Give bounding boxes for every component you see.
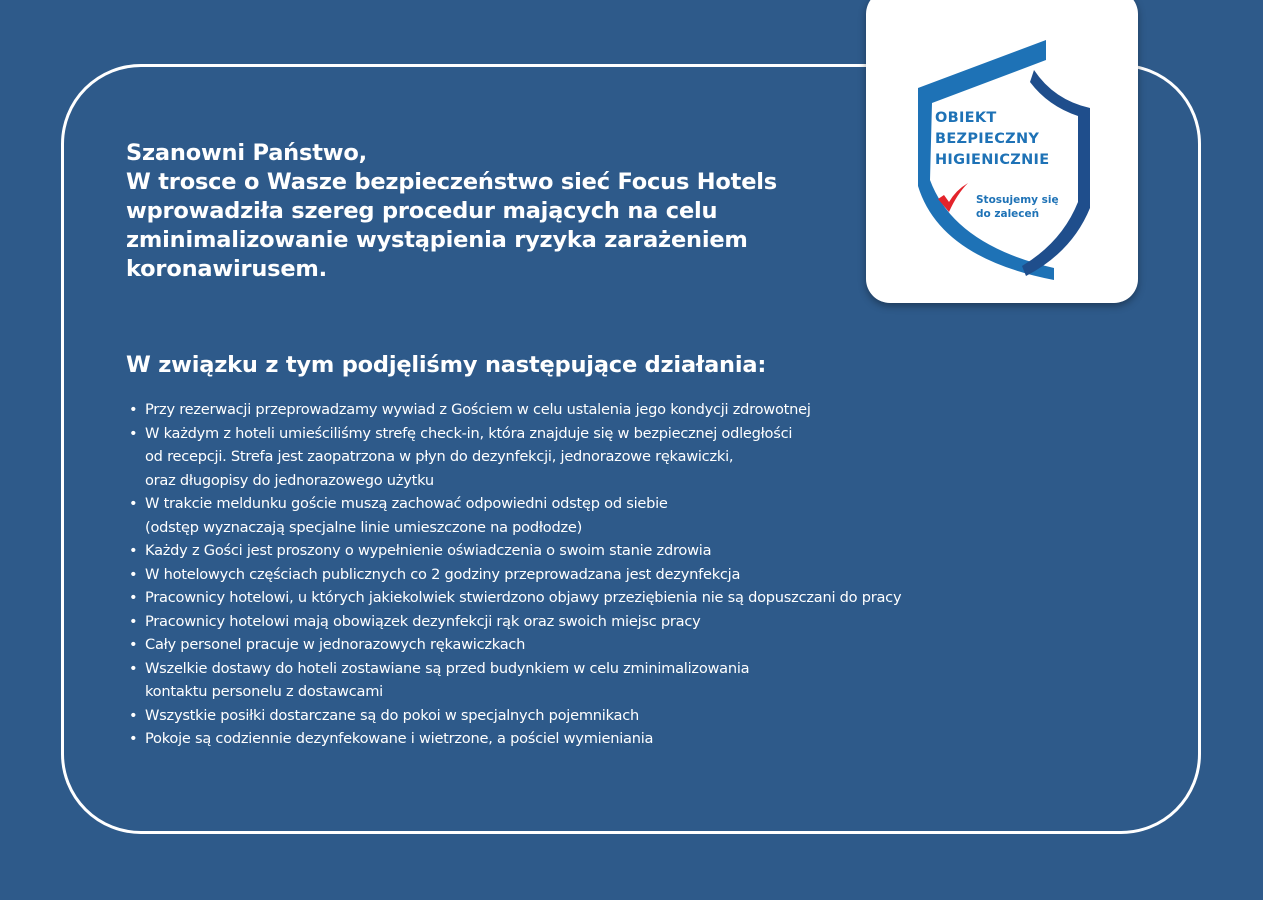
list-item xyxy=(129,704,901,728)
badge-sub-line-1: Stosujemy się xyxy=(976,194,1059,206)
list-item-label: od recepcji. Strefa jest zaopatrzona w płyn do dezynfekcji, jednorazowe rękawiczki, xyxy=(145,448,734,465)
list-item-text xyxy=(129,422,901,446)
list-item-label: Każdy z Gości jest proszony o wypełnienie oświadczenia o swoim stanie zdrowia xyxy=(145,542,712,559)
bullet-icon: • xyxy=(129,612,138,630)
badge-line-2: BEZPIECZNY xyxy=(935,131,1040,147)
list-item-text xyxy=(129,657,901,681)
list-item-continuation xyxy=(129,469,901,493)
checkmark-icon xyxy=(935,180,969,214)
list-item-text xyxy=(129,539,901,563)
list-item-text xyxy=(129,586,901,610)
list-item-label: Pokoje są codziennie dezynfekowane i wietrzone, a pościel wymieniania xyxy=(145,730,654,747)
bullet-icon: • xyxy=(129,706,138,724)
badge-sub-line-2: do zaleceń xyxy=(976,208,1040,220)
section-heading: W związku z tym podjęliśmy następujące działania: xyxy=(126,352,767,378)
list-item-label: Wszystkie posiłki dostarczane są do pokoi w specjalnych pojemnikach xyxy=(145,706,640,724)
list-item-text xyxy=(129,727,901,751)
badge-line-1: OBIEKT xyxy=(935,110,997,126)
list-item-text xyxy=(129,398,901,422)
intro-line: koronawirusem. xyxy=(126,256,328,282)
list-item-text xyxy=(129,492,901,516)
list-item-label: Przy rezerwacji przeprowadzamy wywiad z Gościem w celu ustalenia jego kondycji zdrowotnej xyxy=(145,401,811,418)
list-item-continuation xyxy=(129,445,901,469)
bullet-icon: • xyxy=(129,659,138,677)
bullet-icon: • xyxy=(129,424,138,442)
list-item-continuation xyxy=(129,680,901,704)
list-item-text xyxy=(129,704,901,728)
list-item xyxy=(129,539,901,563)
bullet-icon: • xyxy=(129,495,138,512)
list-item-continuation xyxy=(129,516,901,540)
list-item-label: kontaktu personelu z dostawcami xyxy=(145,683,383,700)
list-item-label: W hotelowych częściach publicznych co 2 godziny przeprowadzana jest dezynfekcja xyxy=(145,565,741,583)
list-item xyxy=(129,657,901,704)
list-item-label: Pracownicy hotelowi, u których jakiekolwiek stwierdzono objawy przeziębienia nie są dopuszczani do pracy xyxy=(145,589,902,606)
list-item-label: oraz długopisy do jednorazowego użytku xyxy=(145,471,434,489)
intro-text xyxy=(126,139,777,284)
hygiene-badge xyxy=(866,0,1138,303)
list-item-label: Pracownicy hotelowi mają obowiązek dezynfekcji rąk oraz swoich miejsc pracy xyxy=(145,612,701,630)
list-item xyxy=(129,727,901,751)
list-item-text xyxy=(129,610,901,634)
list-item-label: W trakcie meldunku goście muszą zachować odpowiedni odstęp od siebie xyxy=(145,495,668,512)
bullet-icon: • xyxy=(129,401,138,418)
bullet-icon: • xyxy=(129,565,138,583)
intro-line: wprowadziła szereg procedur mających na celu xyxy=(126,198,718,224)
list-item xyxy=(129,492,901,539)
list-item xyxy=(129,586,901,610)
list-item-label: (odstęp wyznaczają specjalne linie umieszczone na podłodze) xyxy=(145,518,583,536)
bullet-icon: • xyxy=(129,542,138,559)
list-item-text xyxy=(129,563,901,587)
list-item xyxy=(129,610,901,634)
list-item xyxy=(129,633,901,657)
list-item-label: Cały personel pracuje w jednorazowych rękawiczkach xyxy=(145,636,526,653)
bullet-icon: • xyxy=(129,730,138,747)
bullet-icon: • xyxy=(129,636,138,653)
list-item-label: Wszelkie dostawy do hoteli zostawiane są przed budynkiem w celu zminimalizowania xyxy=(145,659,750,677)
bullet-icon: • xyxy=(129,589,138,606)
list-item xyxy=(129,398,901,422)
list-item xyxy=(129,563,901,587)
list-item-label: W każdym z hoteli umieściliśmy strefę check-in, która znajduje się w bezpiecznej odległości xyxy=(145,424,793,442)
intro-line: W trosce o Wasze bezpieczeństwo sieć Focus Hotels xyxy=(126,169,777,195)
intro-line: zminimalizowanie wystąpienia ryzyka zarażeniem xyxy=(126,227,748,253)
intro-line: Szanowni Państwo, xyxy=(126,140,367,166)
list-item-text xyxy=(129,633,901,657)
badge-line-3: HIGIENICZNIE xyxy=(935,152,1050,168)
measures-list xyxy=(129,398,901,751)
list-item xyxy=(129,422,901,493)
